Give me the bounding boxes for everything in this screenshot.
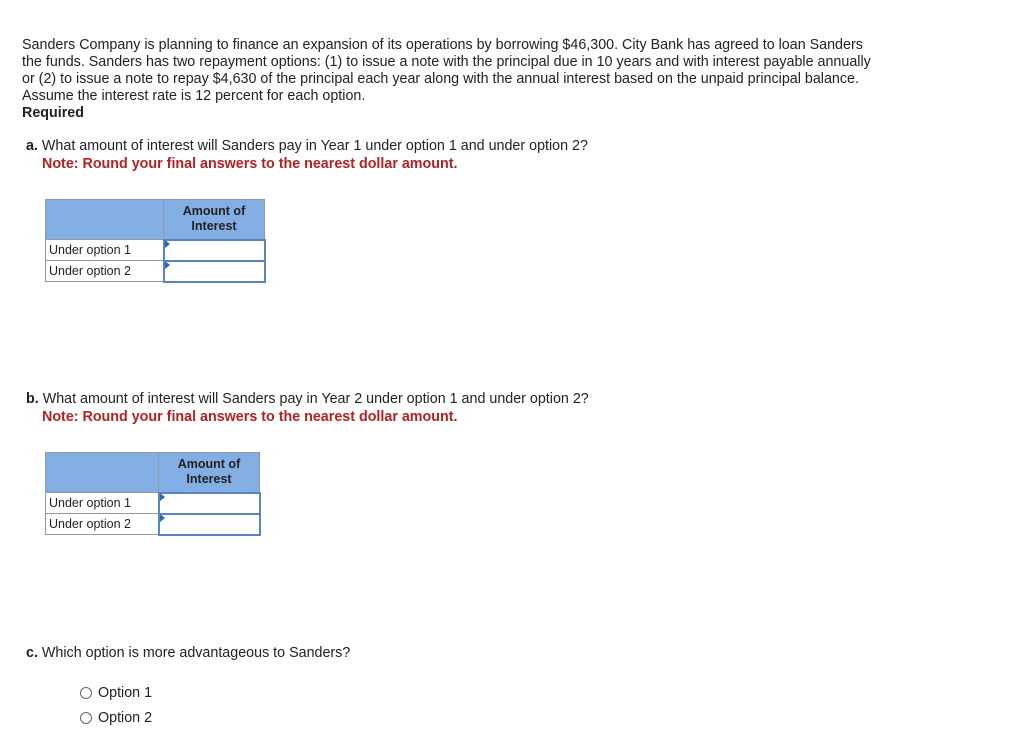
radio-option-2[interactable]: [80, 705, 152, 730]
radio-button-icon[interactable]: [80, 712, 92, 724]
table-b-header-blank: [46, 453, 159, 493]
question-a-letter: a.: [26, 138, 38, 154]
radio-option-1[interactable]: [80, 680, 152, 705]
table-b-header-amount: Amount of Interest: [159, 453, 260, 493]
table-a-row-label-1: Under option 1: [46, 240, 164, 261]
input-marker-icon: [160, 493, 165, 501]
intro-line-2: the funds. Sanders has two repayment options: (1) to issue a note with the principal due in 10 years and with interest payable annually: [22, 54, 871, 70]
table-b-row-label-2: Under option 2: [46, 514, 159, 535]
table-a-input-cell-2[interactable]: [164, 261, 265, 282]
table-a-row-label-2: Under option 2: [46, 261, 164, 282]
table-a-input-cell-1[interactable]: [164, 240, 265, 261]
question-c-text: Which option is more advantageous to Sanders?: [41, 645, 351, 661]
required-heading: Required: [22, 105, 84, 121]
question-b-letter: b.: [26, 391, 39, 407]
input-marker-icon: [160, 514, 165, 522]
interest-option1-year1-input[interactable]: [165, 241, 264, 260]
problem-statement: [22, 37, 952, 122]
table-row: [46, 240, 265, 261]
answer-table-b: [45, 452, 261, 536]
radio-option-2-label[interactable]: Option 2: [98, 709, 153, 726]
radio-option-1-label[interactable]: Option 1: [98, 684, 153, 701]
radio-button-icon[interactable]: [80, 687, 92, 699]
interest-option2-year1-input[interactable]: [165, 262, 264, 281]
question-a: [26, 137, 588, 155]
interest-option1-year2-input[interactable]: [160, 494, 259, 513]
input-marker-icon: [165, 240, 170, 248]
input-marker-icon: [165, 261, 170, 269]
intro-line-4: Assume the interest rate is 12 percent for each option.: [22, 88, 366, 104]
question-c-letter: c.: [26, 645, 38, 661]
table-a-header-amount: Amount of Interest: [164, 200, 265, 240]
table-a-header-blank: [46, 200, 164, 240]
intro-line-1: Sanders Company is planning to finance an expansion of its operations by borrowing $46,300. City Bank has agreed to loan Sanders: [22, 37, 863, 53]
question-a-text: What amount of interest will Sanders pay in Year 1 under option 1 and under option 2?: [41, 138, 588, 154]
table-row: [46, 261, 265, 282]
table-row: [46, 514, 260, 535]
intro-line-3: or (2) to issue a note to repay $4,630 of the principal each year along with the annual interest based on the unpaid principal balance.: [22, 71, 859, 87]
question-c: [26, 644, 350, 662]
table-b-row-label-1: Under option 1: [46, 493, 159, 514]
note-a: Note: Round your final answers to the nearest dollar amount.: [42, 156, 458, 172]
question-b: [26, 390, 589, 408]
table-b-input-cell-1[interactable]: [159, 493, 260, 514]
table-row: [46, 493, 260, 514]
answer-table-a: [45, 199, 266, 283]
question-b-text: What amount of interest will Sanders pay in Year 2 under option 1 and under option 2?: [42, 391, 589, 407]
option-radio-group: [80, 680, 152, 730]
interest-option2-year2-input[interactable]: [160, 515, 259, 534]
table-b-input-cell-2[interactable]: [159, 514, 260, 535]
note-b: Note: Round your final answers to the nearest dollar amount.: [42, 409, 458, 425]
